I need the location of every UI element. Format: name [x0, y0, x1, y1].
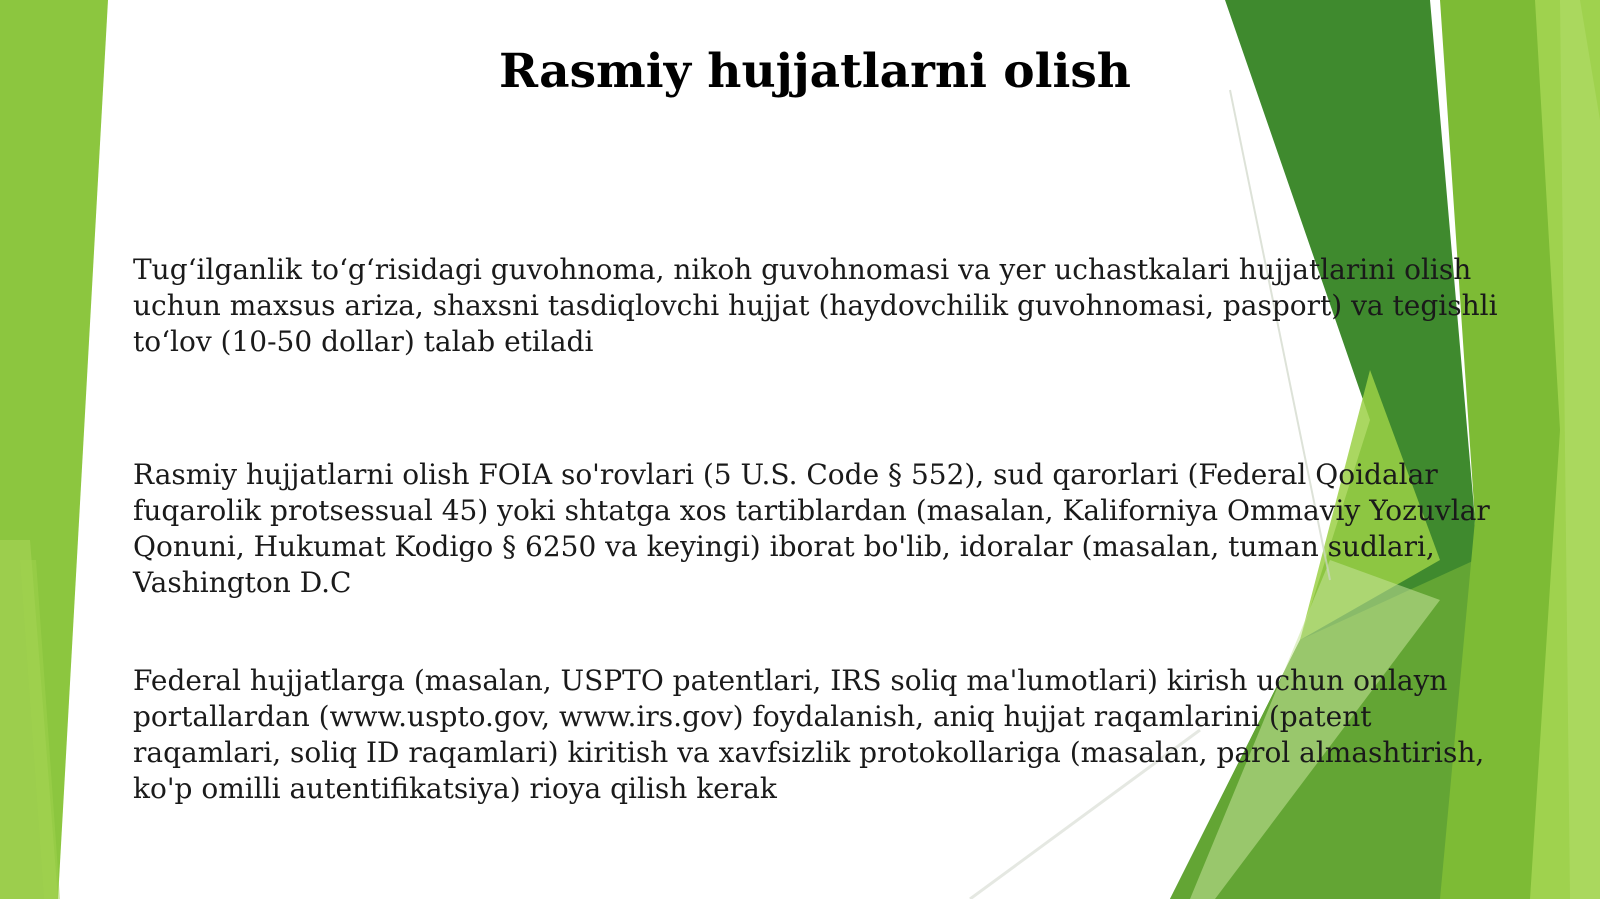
paragraph-birth-certificates: Tug‘ilganlik to‘g‘risidagi guvohnoma, nikoh guvohnomasi va yer uchastkalari hujjatlarini olish uchun maxsus ariza, shaxsni tasdiqlovchi hujjat (haydovchilik guvohnomasi, pasport) va tegishli to‘lov (10-50 dollar) talab etiladi	[133, 253, 1498, 358]
paragraph-foia-requests: Rasmiy hujjatlarni olish FOIA so'rovlari (5 U.S. Code § 552), sud qarorlari (Federal Qoidalar fuqarolik protsessual 45) yoki shtatga xos tartiblardan (masalan, Kaliforniya Ommaviy Yozuvlar Qonuni, Hukumat Kodigo § 6250 va keyingi) iborat bo'lib, idoralar (masalan, tuman sudlari, Vashington D.C	[133, 458, 1490, 599]
paragraph-federal-portals: Federal hujjatlarga (masalan, USPTO patentlari, IRS soliq ma'lumotlari) kirish uchun onlayn portallardan (www.uspto.gov, www.irs.gov) foydalanish, aniq hujjat raqamlarini (patent raqamlari, soliq ID raqamlari) kiritish va xavfsizlik protokollariga (masalan, parol almashtirish, ko'p omilli autentifikatsiya) rioya qilish kerak	[133, 664, 1485, 805]
slide-title: Rasmiy hujjatlarni olish	[499, 44, 1131, 99]
